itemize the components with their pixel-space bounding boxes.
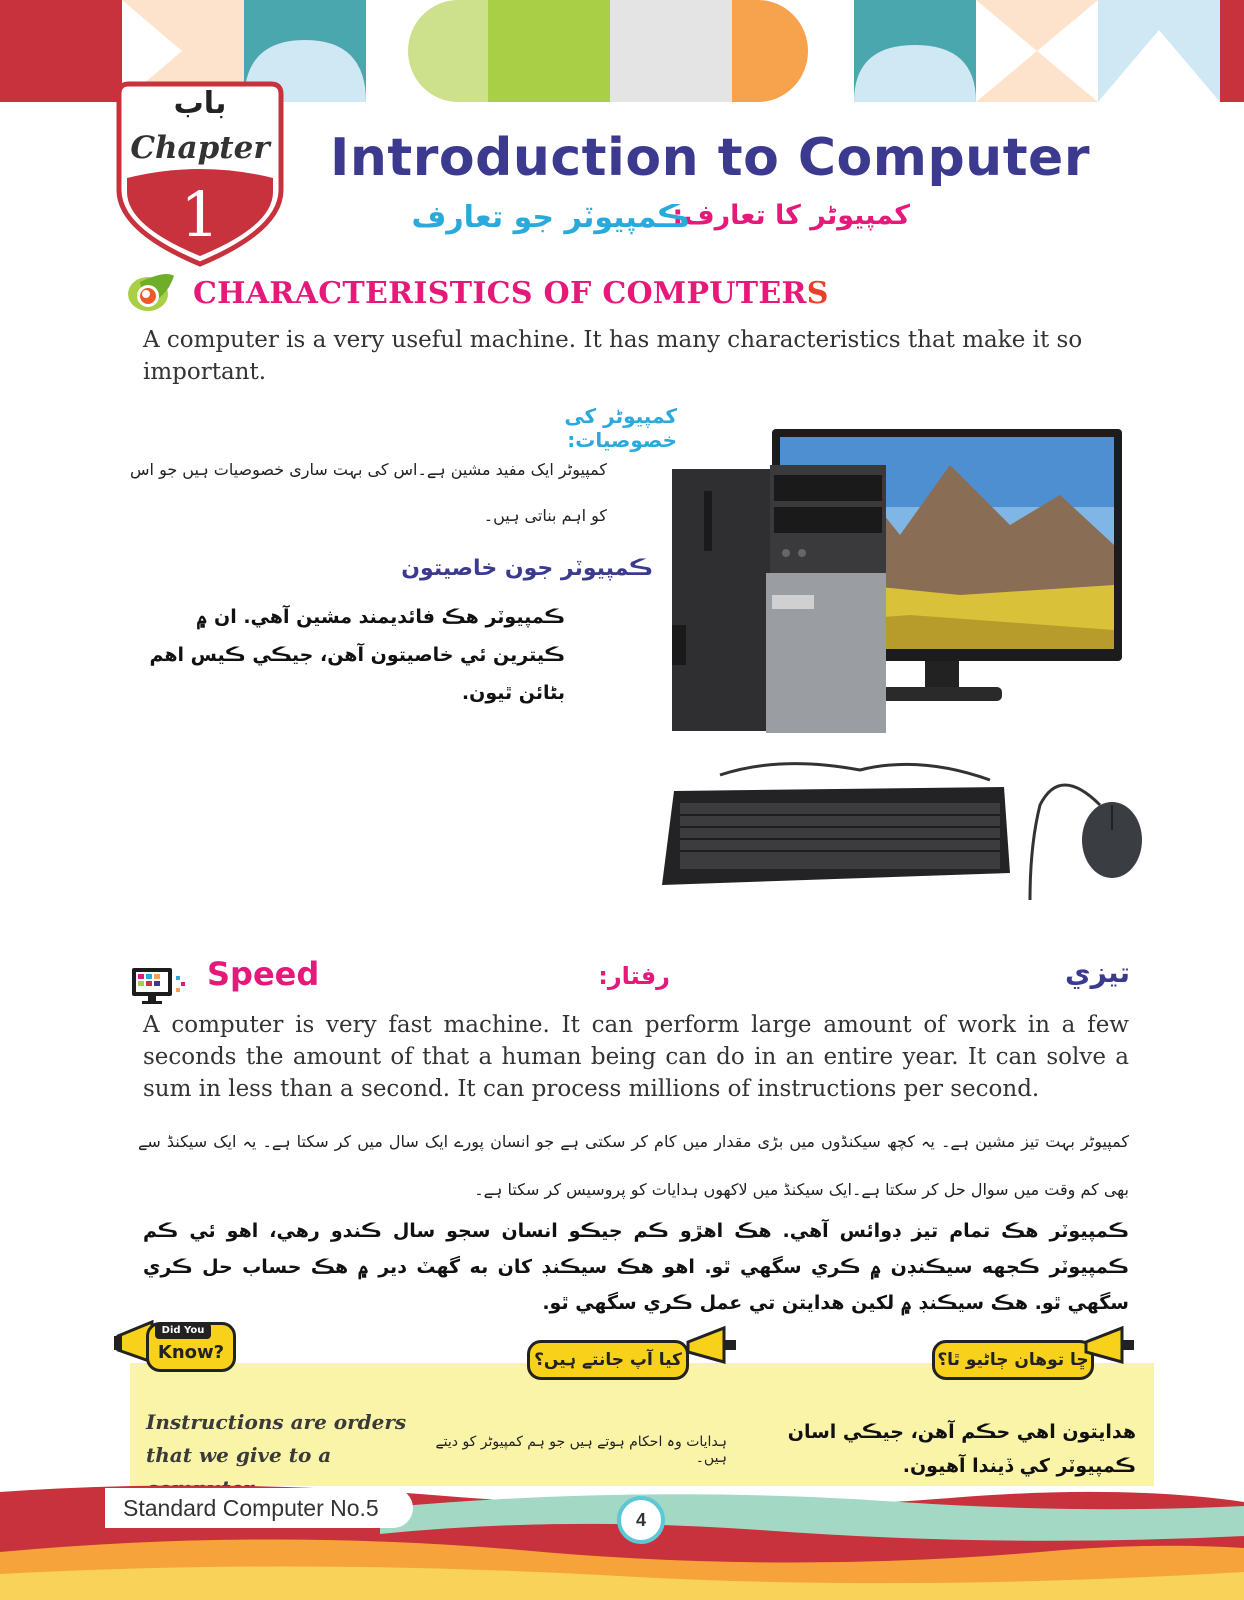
section-heading-characteristics [193, 276, 829, 311]
decor-red-block [0, 0, 122, 102]
badge-chapter-label: Chapter [130, 130, 270, 166]
bubble-top-text: Did You [155, 1323, 211, 1339]
chapter-badge [115, 80, 285, 268]
megaphone-icon-urdu [680, 1322, 738, 1366]
did-you-know-english: Instructions are orders that we give to a [146, 1410, 407, 1467]
did-you-know-bubble-sindhi: ڇا توهان ڄاڻيو ٿا؟ [932, 1340, 1094, 1380]
decor-right-shapes [854, 0, 1244, 102]
characteristics-paragraph: A computer is a very useful machine. It has many characteristics that make it so important. [143, 327, 1083, 385]
title-sindhi: ڪمپيوٽر جو تعارف [411, 200, 690, 235]
page-number: 4 [617, 1496, 665, 1544]
did-you-know-bubble [146, 1322, 236, 1372]
bubble-main-text: Know? [157, 1342, 225, 1363]
title-urdu: کمپیوٹر کا تعارف: [672, 200, 910, 231]
did-you-know-urdu: ہدایات وہ احکام ہوتے ہیں جو ہم کمپیوٹر کو دیتے ہیں۔ [435, 1434, 727, 1466]
did-you-know-sindhi: هدايتون اهي حڪم آهن، جيڪي اسان ڪمپيوٽر کي ڏيندا آهيون. [787, 1421, 1136, 1477]
section-heading-speed: Speed [207, 955, 320, 993]
characteristics-sindhi-heading: ڪمپيوٽر جون خاصيتون [401, 556, 653, 581]
speed-sindhi-heading: تيزي [1064, 956, 1130, 989]
speed-urdu-paragraph: کمپیوٹر بہت تیز مشین ہے۔ یہ کچھ سیکنڈوں میں بڑی مقدار میں کام کر سکتی ہے جو انسان پورے ایک سال میں کر سکتا ہے۔ یہ ایک سیکنڈ سے بھی کم وقت میں سوال حل کر سکتا ہے۔ایک سیکنڈ میں لاکھوں ہدایات کو پروسیس کر سکتا ہے۔ [138, 1132, 1129, 1199]
heading-last-letter: S [806, 276, 829, 311]
speed-urdu-heading: رفتار: [598, 962, 670, 990]
megaphone-icon-sindhi [1078, 1322, 1136, 1366]
monitor-icon [130, 966, 188, 1006]
speed-sindhi-paragraph: ڪمپيوٽر هڪ تمام تيز ڊوائس آهي. هڪ اهڙو ڪم جيڪو انسان سجو سال ڪندو رهي، اهو ئي ڪم ڪمپيوٽر ڪجهه سيڪنڊن ۾ ڪري سگهي ٿو. اهو هڪ سيڪنڊ کان به گهٽ دير ۾ هڪ حساب حل ڪري سگهي ٿو. هڪ سيڪنڊ ۾ لکين هدايتن تي عمل ڪري سگهي ٿو. [143, 1220, 1129, 1314]
characteristics-sindhi-paragraph: ڪمپيوٽر هڪ فائديمند مشين آهي. ان ۾ ڪيترين ئي خاصيتون آهن، جيڪي ڪيس اهم بڻائن ٿيون. [149, 606, 565, 704]
characteristics-urdu-heading: کمپیوٹر کی خصوصیات: [564, 404, 677, 452]
chapter-number: 1 [180, 178, 220, 251]
badge-urdu-label: باب [173, 86, 227, 121]
heading-text: CHARACTERISTICS OF COMPUTER [193, 276, 807, 311]
decor-pill-shapes [408, 0, 808, 102]
did-you-know-bubble-urdu: کیا آپ جانتے ہیں؟ [527, 1340, 689, 1380]
characteristics-urdu-paragraph: کمپیوٹر ایک مفید مشین ہے۔اس کی بہت ساری خصوصیات ہیں جو اس کو اہم بناتی ہیں۔ [130, 460, 607, 525]
speed-paragraph: A computer is very fast machine. It can perform large amount of work in a few seconds the amount of that a human being can do in an entire year. It can solve a sum in less than a second. It can process millions of instructions per second. [143, 1012, 1129, 1102]
footer-book-title: Standard Computer No.5 [105, 1488, 413, 1528]
leaf-bullet-icon [126, 270, 176, 314]
desktop-computer-image [660, 425, 1160, 900]
page-title: Introduction to Computer [330, 128, 1090, 188]
